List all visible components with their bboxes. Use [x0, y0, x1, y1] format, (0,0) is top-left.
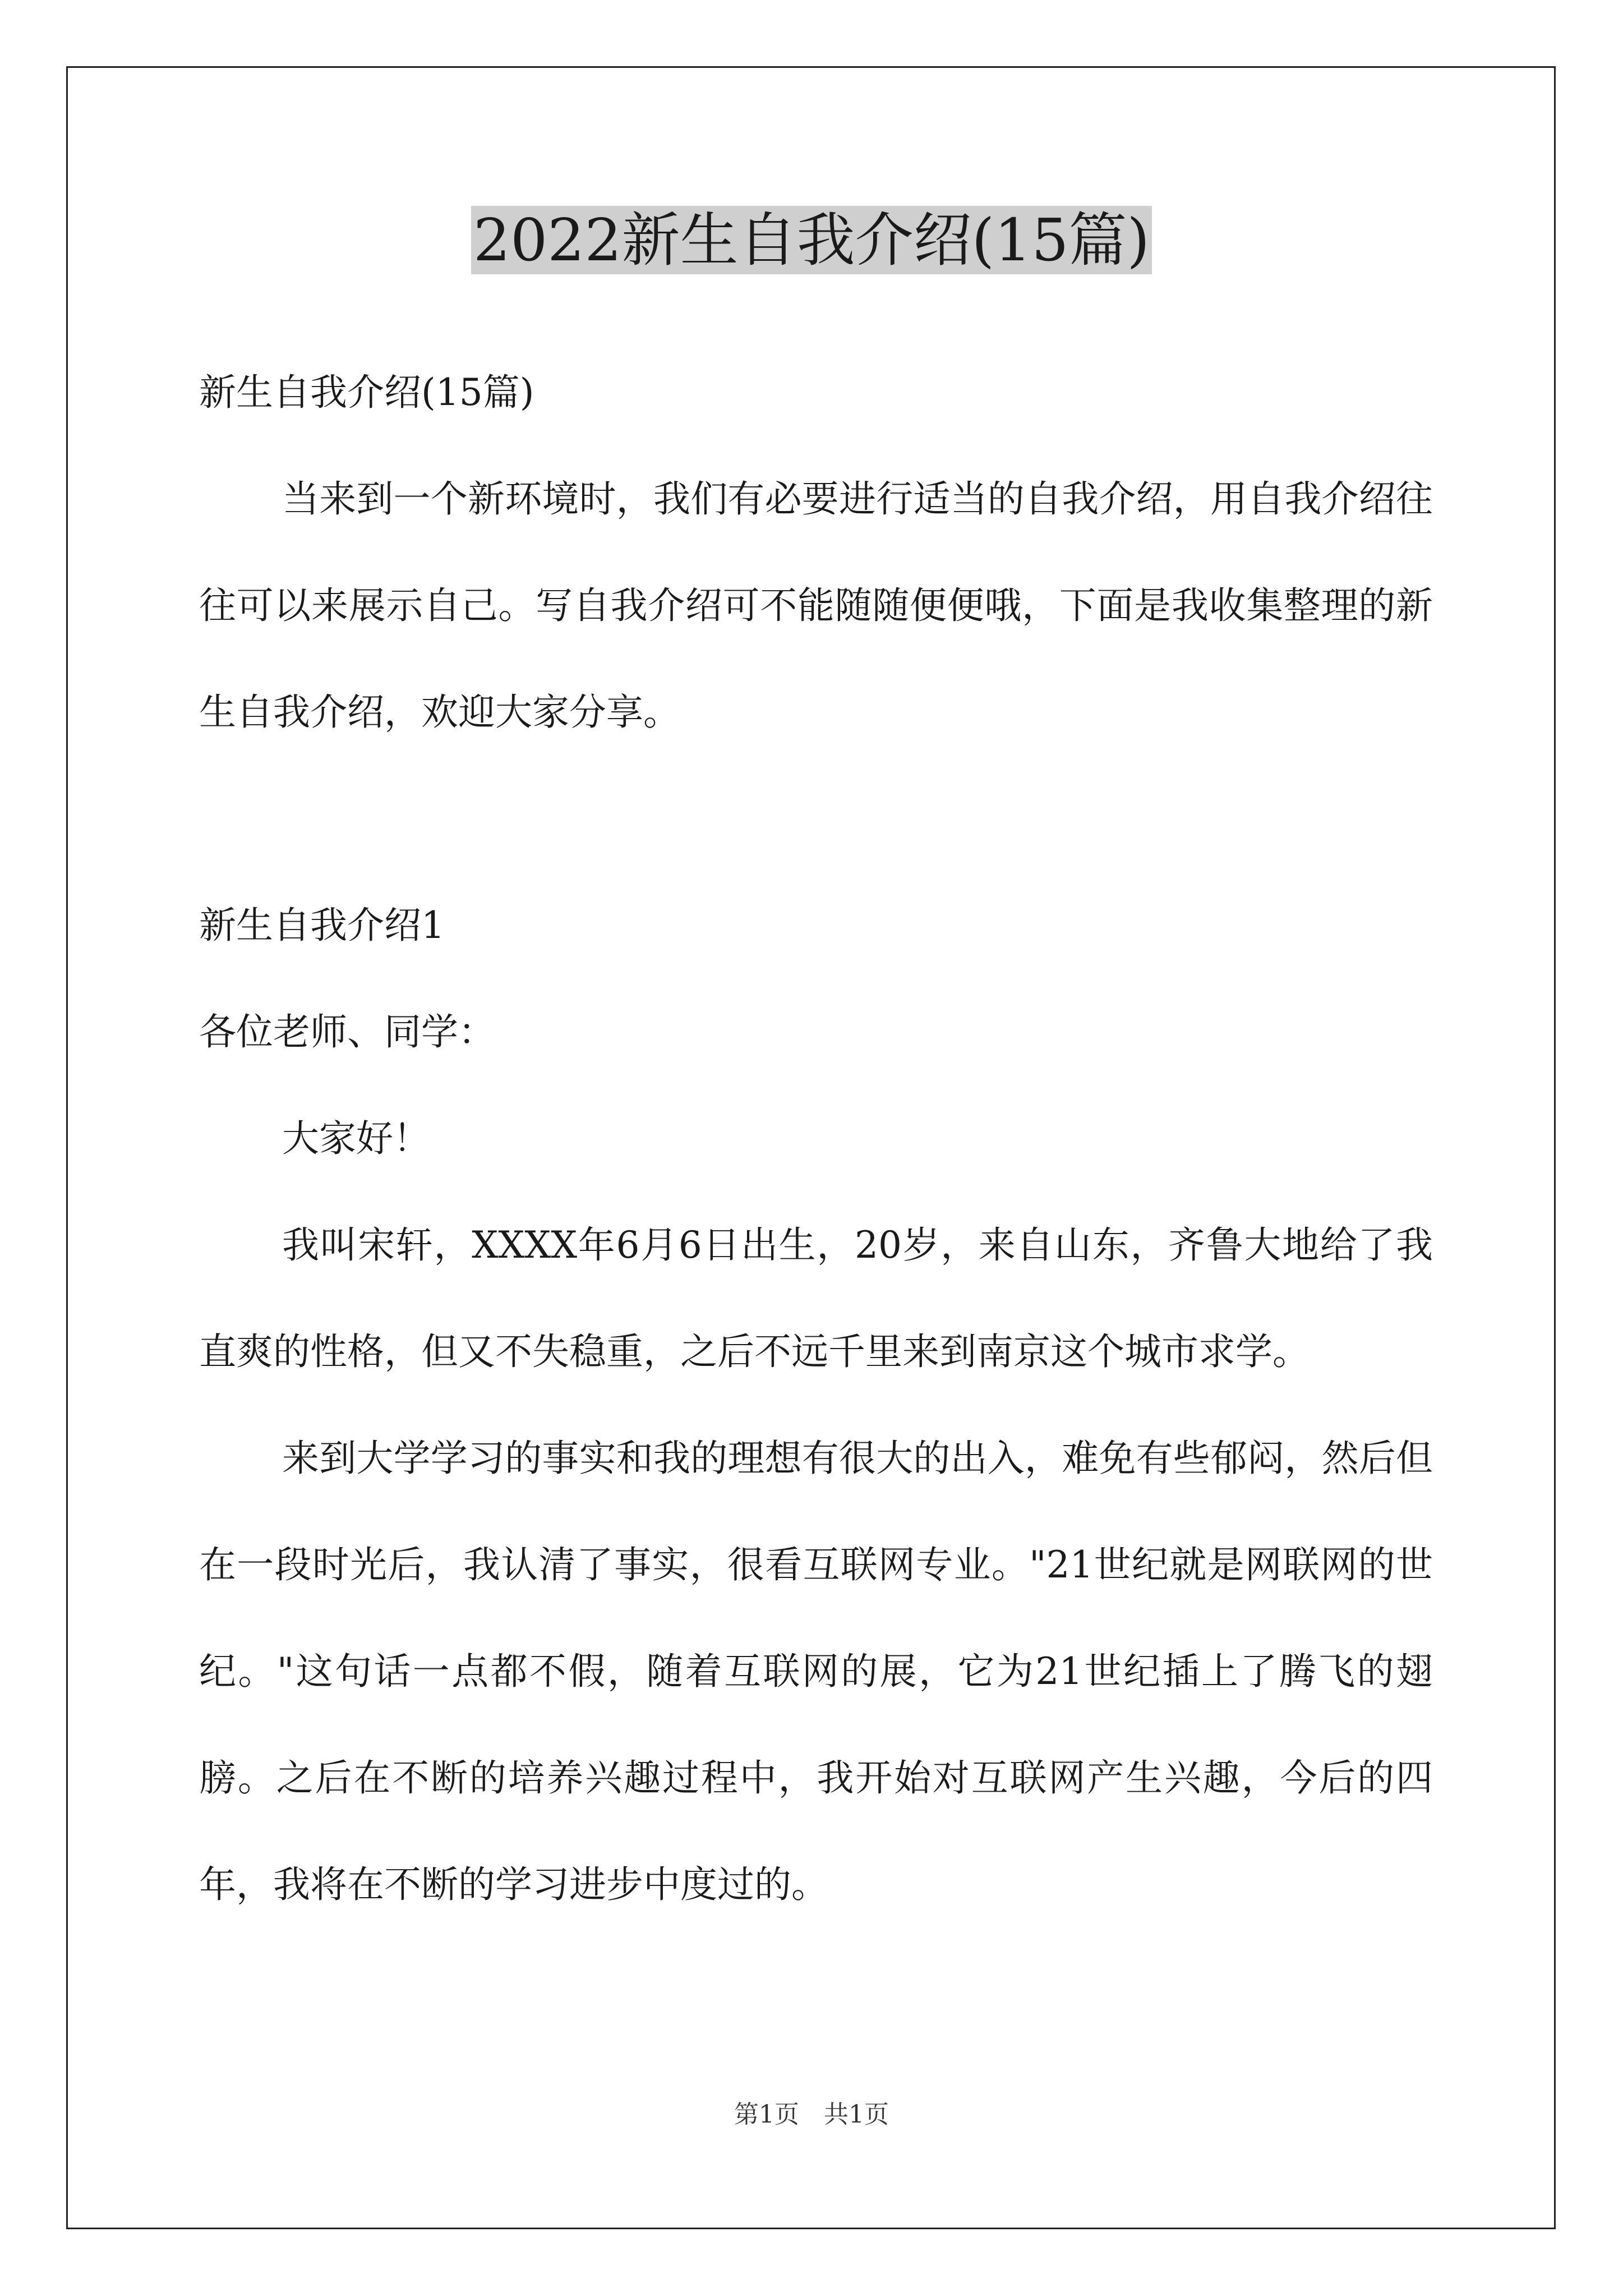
document-title-text: 2022新生自我介绍(15篇) — [471, 206, 1152, 274]
body-paragraph-1: 我叫宋轩，XXXX年6月6日出生，20岁，来自山东，齐鲁大地给了我直爽的性格，但又不失稳重，之后不远千里来到南京这个城市求学。 — [199, 1223, 1433, 1373]
greeting: 大家好！ — [282, 1117, 430, 1160]
document-body — [199, 339, 1433, 1938]
page-footer: 第1页 共1页 — [734, 2100, 889, 2129]
body-paragraph-2: 来到大学学习的事实和我的理想有很大的出入，难免有些郁闷，然后但在一段时光后，我认清了事实，很看互联网专业。"21世纪就是网联网的世纪。"这句话一点都不假，随着互联网的展，它为21世纪插上了腾飞的翅膀。之后在不断的培养兴趣过程中，我开始对互联网产生兴趣，今后的四年，我将在不断的学习进步中度过的。 — [199, 1437, 1433, 1906]
intro-paragraph: 当来到一个新环境时，我们有必要进行适当的自我介绍，用自我介绍往往可以来展示自己。写自我介绍可不能随随便便哦，下面是我收集整理的新生自我介绍，欢迎大家分享。 — [199, 477, 1433, 734]
document-title — [0, 201, 1623, 279]
salutation: 各位老师、同学： — [199, 1010, 495, 1053]
document-subtitle: 新生自我介绍(15篇) — [199, 371, 534, 414]
section-heading: 新生自我介绍1 — [199, 904, 445, 947]
